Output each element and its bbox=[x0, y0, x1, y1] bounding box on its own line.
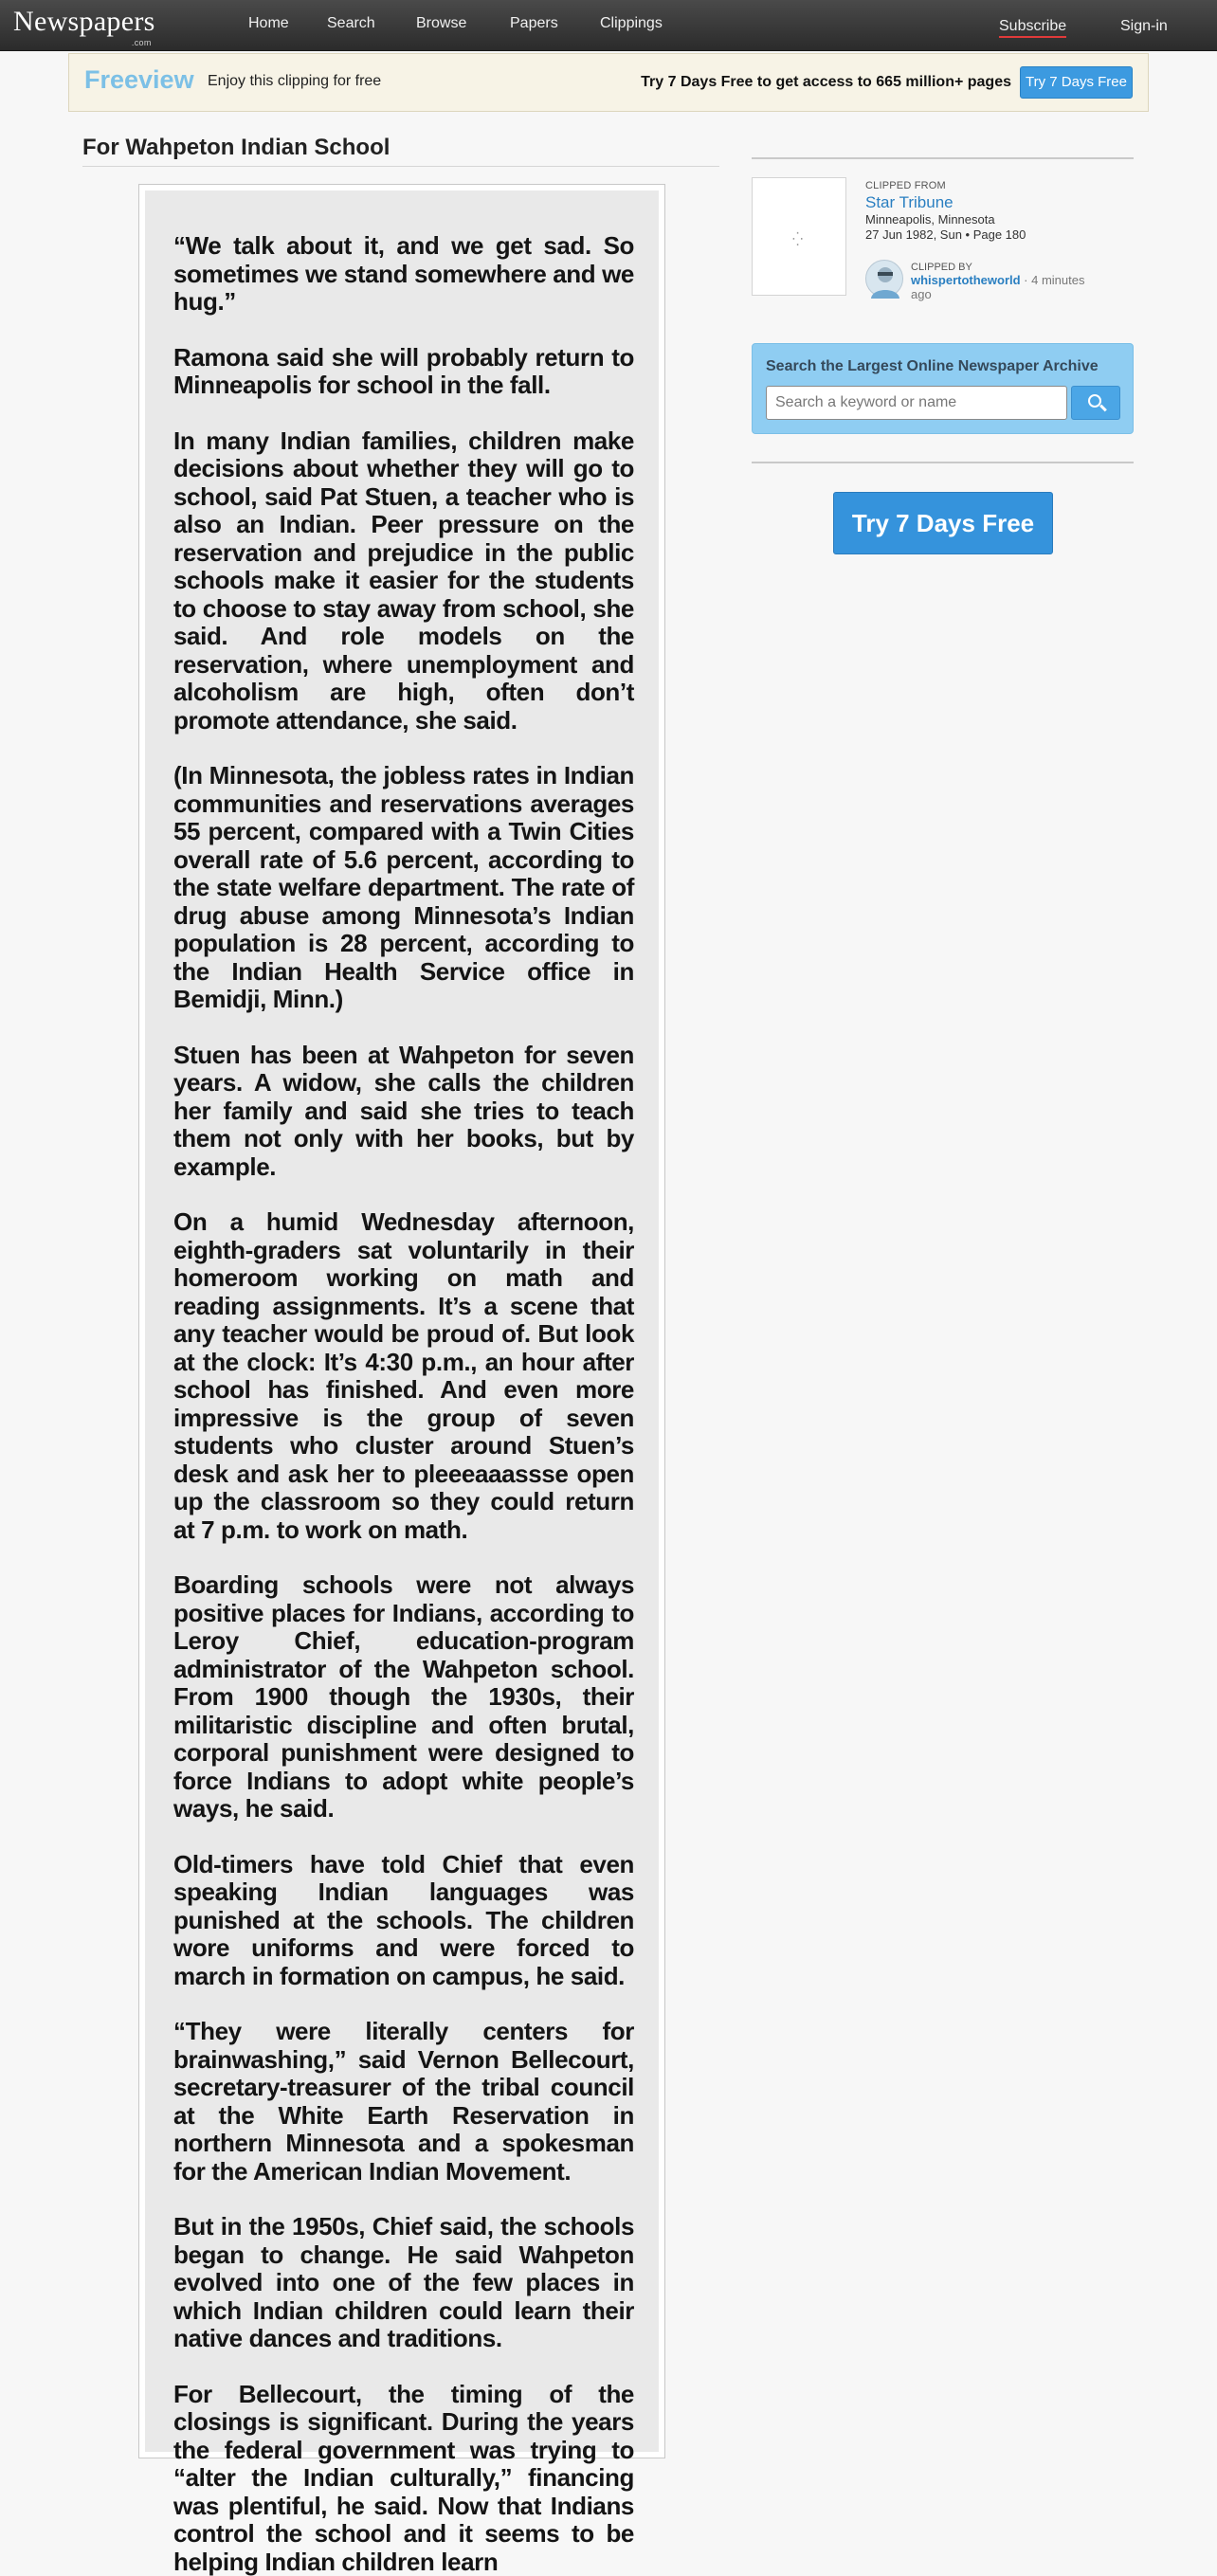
freeview-promo-text: Try 7 Days Free to get access to 665 million+ pages bbox=[641, 74, 1011, 91]
sign-in-link[interactable]: Sign-in bbox=[1120, 18, 1168, 35]
clipping-paragraph: On a humid Wednesday afternoon, eighth-graders sat voluntarily in their homeroom working on math and reading assignments. It’s a scene that any teacher would be proud of. But look at the clock: It’s 4:30 p.m., an hour after school has finished. And even more impressive is the group of seven students who cluster around Stuen’s desk and ask her to pleeeaaassse open up the classroom so they could return at 7 p.m. to work on math. bbox=[173, 1208, 634, 1544]
newspaper-location: Minneapolis, Minnesota bbox=[865, 212, 995, 227]
freeview-subtitle: Enjoy this clipping for free bbox=[208, 73, 381, 90]
loading-spinner-icon: ⁛ bbox=[792, 231, 803, 247]
clipping-paragraph: Ramona said she will probably return to Minneapolis for school in the fall. bbox=[173, 344, 634, 400]
user-avatar-icon bbox=[866, 261, 904, 299]
subscribe-link[interactable]: Subscribe bbox=[999, 18, 1066, 38]
try-free-button[interactable]: Try 7 Days Free bbox=[833, 492, 1053, 554]
clipped-time-ago: · 4 minutes ago bbox=[911, 273, 1084, 301]
clipping-paragraph: Stuen has been at Wahpeton for seven years. A widow, she calls the children her family and said she tries to teach them not only with her books, but by example. bbox=[173, 1042, 634, 1182]
logo-dotcom: .com bbox=[132, 38, 152, 47]
clipped-by-line bbox=[911, 273, 1100, 301]
clipped-by-label: CLIPPED BY bbox=[911, 262, 972, 273]
clipping-paragraph: Boarding schools were not always positive places for Indians, according to Leroy Chief, education-program administrator of the Wahpeton school. From 1900 though the 1930s, their militaristic discipline and often brutal, corporal punishment were designed to force Indians to adopt white people’s ways, he said. bbox=[173, 1571, 634, 1823]
clipper-username-link[interactable]: whispertotheworld bbox=[911, 273, 1021, 287]
user-avatar[interactable] bbox=[865, 260, 903, 298]
clipping-paragraph: For Bellecourt, the timing of the closings is significant. During the years the federal government was trying to “alter the Indian culturally,” financing was plentiful, he said. Now that Indians control the school and it seems to be helping Indian children learn bbox=[173, 2381, 634, 2576]
archive-search-input[interactable] bbox=[766, 386, 1067, 420]
top-nav-bar bbox=[0, 0, 1217, 51]
freeview-title: Freeview bbox=[84, 65, 194, 95]
clipped-from-label: CLIPPED FROM bbox=[865, 180, 946, 191]
archive-search-button[interactable] bbox=[1071, 386, 1120, 420]
sidebar-middle-divider bbox=[752, 462, 1134, 463]
clipping-paragraph: In many Indian families, children make decisions about whether they will go to school, said Pat Stuen, a teacher who is also an Indian. Peer pressure on the reservation and prejudice in the public schools make it easier for the students to choose to stay away from school, she said. And role models on the reservation, where unemployment and alcoholism are high, often don’t promote attendance, she said. bbox=[173, 427, 634, 735]
newspaper-name-link[interactable]: Star Tribune bbox=[865, 193, 954, 212]
logo-text: Newspapers bbox=[13, 6, 155, 37]
clipping-paragraph: “They were literally centers for brainwashing,” said Vernon Bellecourt, secretary-treasurer of the tribal council at the White Earth Reservation in northern Minnesota and a spokesman for the American Indian Movement. bbox=[173, 2018, 634, 2186]
newspapers-logo[interactable] bbox=[13, 6, 155, 38]
clipping-paragraph: “We talk about it, and we get sad. So sometimes we stand somewhere and we hug.” bbox=[173, 232, 634, 317]
clipping-paragraph: But in the 1950s, Chief said, the schools began to change. He said Wahpeton evolved into one of the few places in which Indian children could learn their native dances and traditions. bbox=[173, 2213, 634, 2353]
clipping-image-frame bbox=[138, 184, 665, 2458]
page-title: For Wahpeton Indian School bbox=[82, 135, 390, 161]
archive-search-title: Search the Largest Online Newspaper Archive bbox=[766, 358, 1099, 375]
clipping-paragraph: Old-timers have told Chief that even speaking Indian languages was punished at the schools. The children wore uniforms and were forced to march in formation on campus, he said. bbox=[173, 1851, 634, 1991]
nav-browse[interactable]: Browse bbox=[416, 15, 466, 32]
title-divider bbox=[82, 166, 719, 167]
page-thumbnail[interactable] bbox=[752, 177, 846, 296]
search-icon bbox=[1088, 394, 1101, 408]
freeview-banner bbox=[68, 53, 1149, 112]
nav-search[interactable]: Search bbox=[327, 15, 375, 32]
nav-papers[interactable]: Papers bbox=[510, 15, 558, 32]
sidebar-top-divider bbox=[752, 157, 1134, 159]
newspaper-date-page: 27 Jun 1982, Sun • Page 180 bbox=[865, 227, 1026, 242]
archive-search-panel bbox=[752, 343, 1134, 434]
freeview-trial-button[interactable]: Try 7 Days Free bbox=[1020, 66, 1133, 99]
clipping-paragraph: (In Minnesota, the jobless rates in Indian communities and reservations averages 55 percent, compared with a Twin Cities overall rate of 5.6 percent, according to the state welfare department. The rate of drug abuse among Minnesota’s Indian population is 28 percent, according to the Indian Health Service office in Bemidji, Minn.) bbox=[173, 762, 634, 1014]
nav-home[interactable]: Home bbox=[248, 15, 289, 32]
clipping-image[interactable] bbox=[145, 190, 659, 2452]
nav-clippings[interactable]: Clippings bbox=[600, 15, 663, 32]
